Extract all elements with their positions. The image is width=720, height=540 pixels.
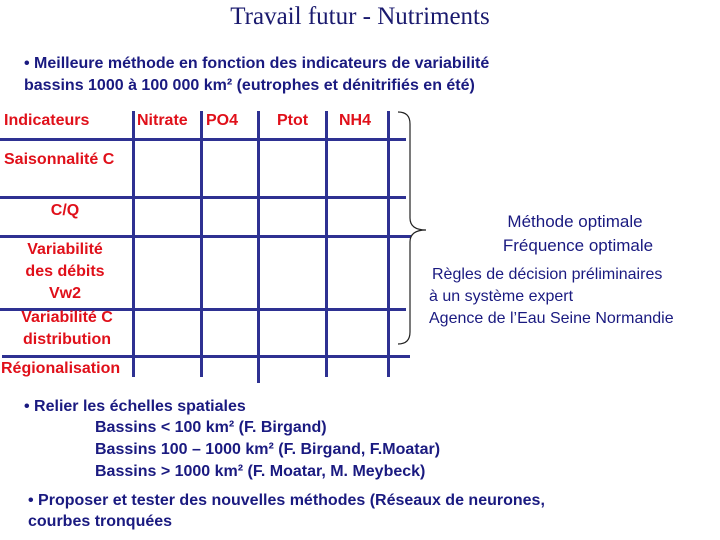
row-regionalisation: Régionalisation [1, 360, 121, 377]
grid-line [0, 196, 406, 199]
row-saisonnalite: Saisonnalité C [4, 151, 115, 168]
method-optimal: Méthode optimale [507, 212, 643, 231]
rules-line-1: Règles de décision préliminaires [432, 266, 663, 283]
row-variabilite-c-1: Variabilité C [21, 309, 113, 326]
rules-line-2: à un système expert [429, 288, 574, 305]
row-variabilite-2: des débits [25, 263, 105, 280]
header-ptot: Ptot [277, 112, 309, 129]
intro-line-2: bassins 1000 à 100 000 km² (eutrophes et dénitrifiés en été) [24, 77, 475, 94]
row-cq: C/Q [50, 202, 80, 219]
intro-line-1: • Meilleure méthode en fonction des indicateurs de variabilité [24, 55, 490, 72]
grid-line [0, 235, 411, 238]
grid-line [0, 138, 406, 141]
grid-line [257, 111, 260, 383]
rules-line-3: Agence de l’Eau Seine Normandie [429, 310, 674, 327]
grid-line [2, 355, 410, 358]
bullet-scales-c: Bassins > 1000 km² (F. Moatar, M. Meybeck) [95, 463, 426, 480]
row-variabilite-c-2: distribution [23, 331, 111, 348]
header-indicateurs: Indicateurs [4, 112, 90, 129]
bullet-methods-2: courbes tronquées [28, 513, 173, 530]
frequency-optimal: Fréquence optimale [502, 236, 654, 255]
grid-line [387, 111, 390, 377]
header-nitrate: Nitrate [137, 112, 188, 129]
bullet-scales: • Relier les échelles spatiales [24, 398, 246, 415]
header-nh4: NH4 [339, 112, 372, 129]
bullet-scales-b: Bassins 100 – 1000 km² (F. Birgand, F.Moatar) [95, 441, 441, 458]
slide-title: Travail futur - Nutriments [230, 3, 490, 30]
row-variabilite-3: Vw2 [48, 285, 81, 302]
grid-line [325, 111, 328, 377]
bullet-methods-1: • Proposer et tester des nouvelles méthodes (Réseaux de neurones, [28, 492, 545, 509]
bullet-scales-a: Bassins < 100 km² (F. Birgand) [95, 419, 327, 436]
header-po4: PO4 [206, 112, 239, 129]
row-variabilite-1: Variabilité [27, 241, 103, 258]
grid-line [200, 111, 203, 377]
